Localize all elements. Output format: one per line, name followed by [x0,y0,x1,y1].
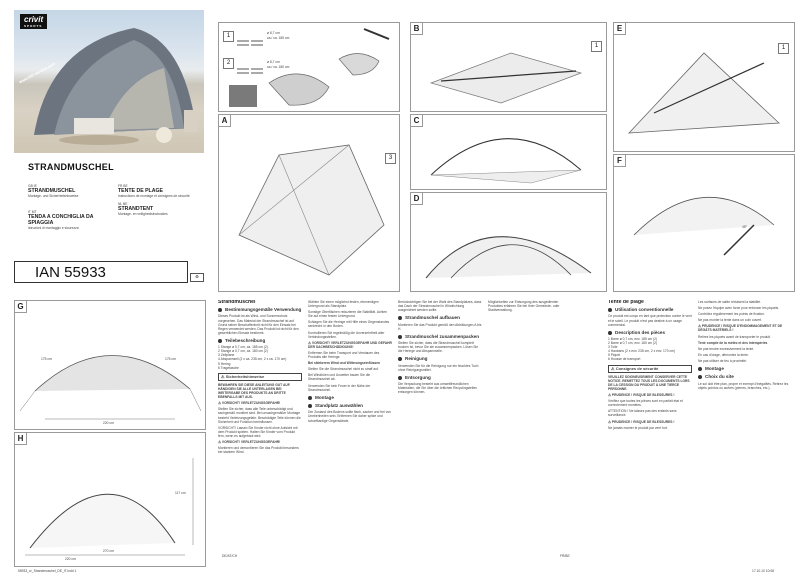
guyline-drawing [15,301,205,429]
brand-name: crivit [24,15,44,24]
parts-panel [218,22,400,112]
panel-e [613,22,795,152]
list-item: Wählen Sie einen möglichst festen, ebenerdigen Untergrund als Standplatz. [308,300,379,309]
list-item: Stellen Sie die Strandmuschel nicht zu straff auf. [308,367,379,372]
language-desc: Montage- und Sicherheitshinweise [28,194,79,199]
section-title: Choix du site [698,375,790,379]
rod2-dim: ø 8,7 cm [267,60,280,64]
g-dimension-2: 175 cm [165,357,176,361]
paragraph: Stellen Sie sicher, dass die Strandmuschel komplett trocken ist, bevor Sie sie zusammenpacken. Lösen Sie die Heringe und Abspannseile. [398,341,479,354]
ian-box [14,261,188,283]
language-entry-fr [118,184,204,198]
panel-c [410,114,607,190]
list-item: Verwenden Sie kein Feuer in der Nähe der Strandmuschel. [308,383,371,392]
h-dimension-2: 270 cm [103,549,114,553]
list-item: En cas d'orage, démontez la tente. [698,352,749,357]
section-title: Reinigung [398,357,482,361]
list-item: Kontrollieren Sie regelmäßig die Unversehrtheit aller Verbindungsstellen. [308,330,385,339]
list-item: Sonstige Oberflächen reduzieren die Stabilität. Achten Sie auf einen festen Untergrund. [308,310,387,319]
warning-title: ⚠ VORSICHT! VERLETZUNGSGEFAHR! [218,401,281,406]
list-item: 3 Zeltplane [218,353,235,358]
rod-corner-drawing [614,23,794,151]
website-text: www.lidl-service.com [18,60,57,85]
paragraph: Vérifiez que toutes les pièces sont en parfait état et correctement montées. [608,399,683,408]
panel-label: A [219,115,231,127]
list-item: 5 Hering [218,361,231,366]
list-item: 1 Barre ø 0,7 cm, env. 185 cm (2) [608,337,658,341]
parts-list [218,345,302,370]
list-item: Les surfaces de sable réduisent la stabilité. [698,300,762,304]
panel-h [14,432,206,567]
g-dimension-1: 175 cm [41,357,52,361]
page-footer-left: DE/AT/CH [222,554,238,558]
paragraph: Möglichkeiten zur Entsorgung des ausgedienten Produktes erfahren Sie bei Ihrer Gemeinde- oder Stadtverwaltung. [488,300,560,313]
g-dimension-3: 220 cm [103,421,114,425]
language-codes: FR BE [118,184,128,188]
list-item: Schlagen Sie die Heringe mit Hilfe eines Gegenstandes senkrecht in den Boden. [308,320,390,329]
panel-f [613,154,795,292]
language-entry-it [28,210,114,230]
text-column-2 [308,300,392,562]
arch-drawing [411,115,606,189]
h-dimension-1: 117 cm [175,491,186,495]
panel-label: H [15,433,27,445]
list-item: Ne pas utiliser de feu à proximité. [698,358,747,363]
rod1-dim: ø 8,7 cm [267,31,280,35]
peg-angle: 45° [742,225,747,229]
parts-drawing [219,23,399,111]
list-item: 3 Toile [608,345,618,350]
rod2-length: ca./ ca. 180 cm [267,65,290,69]
language-title: STRANDTENT [118,206,154,213]
panel-label: G [15,301,27,313]
tent-photo-illustration [14,10,204,153]
part-number-1: 1 [223,31,234,42]
section-title: Standplatz auswählen [308,404,392,408]
paragraph: Montieren Sie das Produkt gemäß den Abbildungen A bis H. [398,322,482,331]
cover-photo [14,10,204,153]
panel-label: E [614,23,626,35]
tent-erect-drawing [411,193,606,291]
final-tent-drawing [15,433,205,566]
subsection-title: Tenir compte de la météo et des intempéries [698,340,768,345]
cover-page [14,10,204,285]
panel-a [218,114,400,292]
tent-fabric-drawing [219,115,399,291]
warning-title: ⚠ PRUDENCE ! RISQUE DE BLESSURES ! [608,419,675,424]
warning-title: ATTENTION ! Ne laissez pas des enfants sans surveillance. [608,409,677,418]
language-title: TENDA A CONCHIGLIA DA SPIAGGIA [28,214,94,227]
page-footer-right: FR/BE [560,554,570,558]
section-title: Montage [308,396,392,400]
language-title: STRANDMUSCHEL [28,188,76,195]
language-desc: Istruzioni di montaggio e sicurezza [28,226,79,231]
list-item: 6 Tragetasche [218,365,239,370]
panel-label: F [614,155,626,167]
list-item: Contrôlez régulièrement les points de fixation. [698,312,765,317]
language-entry-nl [118,202,204,216]
recycle-icon: ♻ [190,273,204,282]
paragraph: Die Verpackung besteht aus umweltfreundlichen Materialien, die Sie über die örtlichen Recyclingstellen entsorgen können. [398,382,477,395]
section-title: Entsorgung [398,376,482,380]
language-title: TENTE DE PLAGE [118,188,163,195]
parts-list [608,337,692,362]
list-item: 4 Abspannseil (2 x ca. 235 cm, 2 x ca. 170 cm) [218,357,287,362]
warning-title: ⚠ PRUDENCE ! RISQUE D'ENDOMMAGEMENT ET DE DÉGÂTS MATÉRIELS ! [698,324,783,333]
language-codes: GB IE [28,184,37,188]
list-item: Bei Windböen und Unwetter bauen Sie die Strandmuschel ab. [308,373,371,382]
panel-b [410,22,607,112]
rod1-length: ca./ ca. 185 cm [267,36,290,40]
paragraph: Berücksichtigen Sie bei der Wahl des Standplatzes, dass das Dach der Strandmuschel in Windrichtung ausgerichtet werden sollte. [398,300,482,313]
paragraph: Verwenden Sie für die Reinigung nur ein feuchtes Tuch ohne Reinigungsmittel. [398,363,479,372]
section-heading: Tente de plage [608,300,644,305]
paragraph: Montieren und demontieren Sie das Produkt besonders bei starkem Wind. [218,446,299,455]
paragraph: Entfernen Sie beim Transport und Verstauen des Produkts alle Heringe. [308,350,380,360]
language-desc: Instructions de montage et consignes de sécurité [118,194,190,199]
section-title: Strandmuschel aufbauen [398,316,482,320]
product-title: STRANDMUSCHEL [28,162,114,172]
section-title: Montage [698,367,790,371]
section-title: Teilebeschreibung [218,339,302,343]
warning-title: ⚠ PRUDENCE ! RISQUE DE BLESSURES ! [608,393,675,398]
warning-title: ⚠ VORSICHT! VERLETZUNGSGEFAHR UND GEFAHR DER SACHBESCHÄDIGUNG! [308,340,392,349]
panel-b-callout: 1 [591,41,602,52]
paragraph: Retirez les piquets avant de transporter le produit. [698,334,771,339]
rod-insert-drawing [411,23,606,111]
part-number-2: 2 [223,58,234,69]
language-codes: NL BE [118,202,128,206]
warning-heading: ⚠ Consignes de sécurité [608,365,692,373]
section-title: Strandmuschel zusammenpacken [398,335,482,339]
paragraph: Ne jamais monter le produit par vent fort. [608,425,668,430]
section-title: Description des pièces [608,331,692,335]
list-item: Ne pas monter la tente dans un coin ouvert. [698,318,762,323]
paragraph: Dieses Produkt ist als Wind- und Sonnenschutz vorgesehen. Das Material der Strandmuschel ist auf Grund seiner Beschaffenheit nicht für den Einsatz bei Regen verwendet werden. Das Produkt ist nicht für den gewerblichen Einsatz bestimmt. [218,314,299,335]
list-item: 2 Stange ø 0,7 cm, ca. 180 cm (2) [218,349,268,354]
peg-drawing [614,155,794,291]
warning-heading: ⚠ Sicherheitshinweise [218,373,302,381]
h-dimension-3: 220 cm [65,557,76,561]
print-info-right: 17.10.10 10:08 [752,569,774,573]
list-item: Ne posez l'équipe avec force pour enfoncer les piquets. [698,306,780,311]
diagram-page-top [218,22,793,290]
language-list [28,184,204,244]
warning-title: ⚠ VORSICHT! VERLETZUNGSGEFAHR! [218,439,281,444]
section-title: Bestimmungsgemäße Verwendung [218,308,302,312]
diagram-page-bottom [14,300,204,565]
text-column-5 [608,300,692,562]
panel-e-callout: 1 [778,43,789,54]
paragraph: Le sol doit être plan, propre et exempt d'inégalités. Retirez les objets pointus ou acérés (pierres, branches, etc.). [698,381,789,390]
panel-g [14,300,206,430]
panel-d [410,192,607,292]
paragraph: Ce produit est conçu en tant que protection contre le vent et le soleil. Le produit n'est pas destiné à un usage commercial. [608,314,692,327]
panel-a-callout: 3 [385,153,396,164]
list-item: 6 Housse de transport [608,357,641,362]
subsection-title: Bei stärkerem Wind und Witterungseinflüssen [308,361,381,366]
list-item: 5 Piquet [608,353,621,358]
text-column-6 [698,300,790,562]
paragraph: VEUILLEZ SOIGNEUSEMENT CONSERVER CETTE NOTICE. REMETTEZ TOUS LES DOCUMENTS LORS DE LA CESSION DU PRODUIT À UNE TIERCE PERSONNE. [608,374,690,391]
text-column-3 [398,300,482,562]
warning-title: VORSICHT! Lassen Sie Kinder nicht ohne Aufsicht mit dem Produkt spielen. Halten Sie Kinder vom Produkt fern, wenn es aufgebaut wird. [218,425,298,438]
list-item: Ne pas tendre excessivement la tente. [698,346,755,351]
ian-number: IAN 55933 [35,264,106,281]
language-entry-de [28,184,114,198]
text-column-1 [218,300,302,562]
brand-sub: SPORTS [24,24,43,28]
list-item: 4 Haubans (2 x env. 235 cm, 2 x env. 170 cm) [608,349,675,354]
paragraph: BEWAHREN SIE DIESE ANLEITUNG GUT AUF. HÄNDIGEN SIE ALLE UNTERLAGEN BEI WEITERGABE DES PRODUKTS AN DRITTE EBENFALLS MIT AUS. [218,382,291,400]
section-heading: Strandmuschel [218,300,256,305]
paragraph: Der Zustand des Bodens sollte flach, sauber und frei von Unebenheiten sein. Entfernen Sie daher spitze und scharfkantige Gegenstände. [308,410,392,423]
text-column-4 [488,300,572,562]
list-item: 1 Stange ø 0,7 cm, ca. 185 cm (2) [218,345,268,350]
brand-logo [20,14,47,29]
section-title: Utilisation conventionnelle [608,308,692,312]
panel-label: B [411,23,423,35]
print-info-left: 55933_cr_Strandmuschel_DE_IT.indd 1 [18,569,77,573]
panel-label: D [411,193,423,205]
panel-label: C [411,115,423,127]
language-desc: Montage- en veiligheidsinstructies [118,212,168,217]
list-item: 2 Barre ø 0,7 cm, env. 180 cm (2) [608,341,658,346]
paragraph: Stellen Sie sicher, dass alle Teile unbeschädigt und sachgemäß montiert sind. Bei unsachgemäßer Montage besteht Verletzungsgefahr. Beschädigte Teile können die Sicherheit und Funktion beeinflussen. [218,407,301,424]
language-codes: IT MT [28,210,37,214]
